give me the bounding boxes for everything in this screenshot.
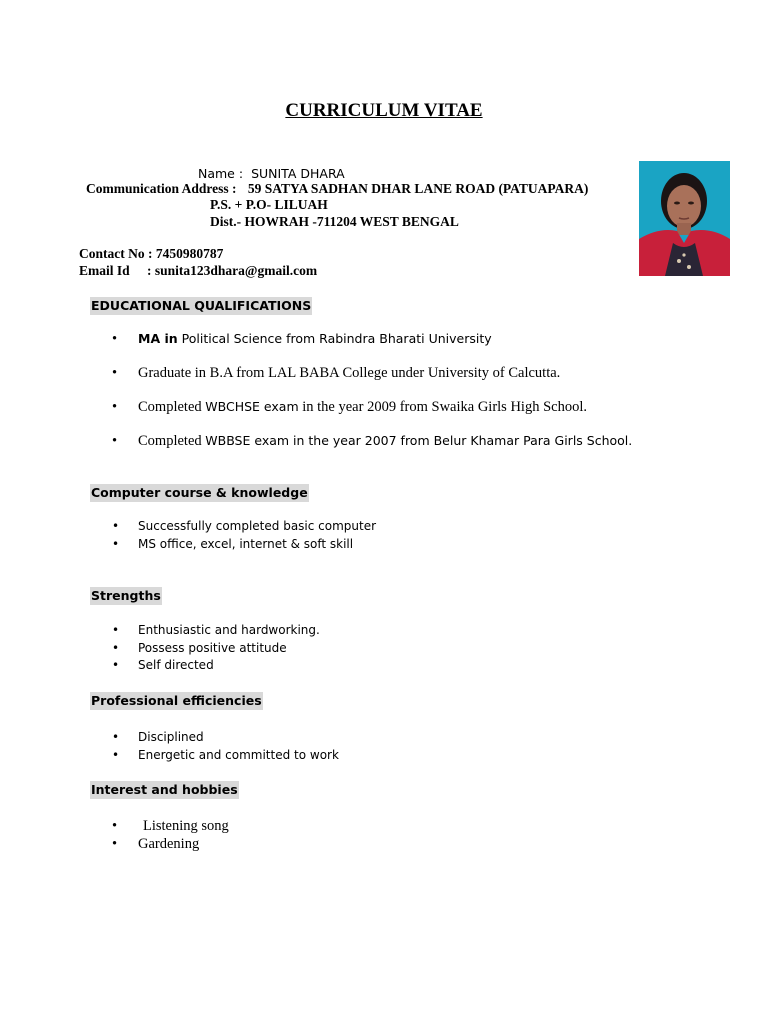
profile-photo — [639, 161, 730, 276]
bullet-icon: • — [112, 640, 120, 655]
bullet-icon: • — [112, 623, 120, 637]
education-list — [112, 331, 632, 467]
list-item — [112, 433, 632, 467]
list-item: • Successfully completed basic computer — [112, 518, 376, 536]
email-value: : sunita123dhara@gmail.com — [147, 263, 318, 278]
list-item: • Disciplined — [112, 729, 339, 747]
contact-row — [79, 246, 223, 262]
computer-heading: Computer course & knowledge — [91, 485, 308, 500]
list-item-text: in the year 2009 from Swaika Girls High School. — [298, 399, 587, 415]
list-item: • Energetic and committed to work — [112, 747, 339, 765]
contact-value: 7450980787 — [155, 246, 224, 261]
bullet-icon: • — [112, 365, 118, 381]
bullet-icon: • — [112, 519, 120, 533]
address-line-2: P.S. + P.O- LILUAH — [210, 197, 328, 212]
list-item-text: Graduate in B.A from LAL BABA College under University of Calcutta. — [138, 365, 561, 381]
bullet-icon: • — [112, 433, 118, 449]
list-item-text: Political Science from Rabindra Bharati University — [177, 331, 492, 346]
hobbies-heading: Interest and hobbies — [91, 782, 238, 797]
list-item: • Self directed — [112, 657, 320, 675]
computer-list — [112, 518, 376, 553]
address-row — [86, 181, 588, 197]
bullet-icon: • — [112, 331, 118, 347]
email-row — [79, 263, 317, 279]
education-heading: EDUCATIONAL QUALIFICATIONS — [91, 298, 312, 313]
hobbies-list — [112, 817, 229, 853]
exam-name: WBBSE exam in the year 2007 from Belur Khamar Para Girls School. — [205, 433, 633, 448]
bullet-icon: • — [112, 658, 120, 672]
professional-heading: Professional efficiencies — [91, 693, 262, 708]
list-item: • Gardening — [112, 836, 200, 852]
address-line-1: 59 SATYA SADHAN DHAR LANE ROAD (PATUAPARA) — [247, 181, 589, 196]
list-item — [112, 399, 632, 433]
email-label: Email Id — [79, 263, 130, 278]
strengths-list — [112, 622, 320, 675]
bullet-icon: • — [112, 399, 118, 415]
list-item: • MS office, excel, internet & soft skill — [112, 536, 376, 554]
address-label: Communication Address : — [86, 181, 237, 196]
document-title: CURRICULUM VITAE — [285, 100, 483, 121]
list-item: • Enthusiastic and hardworking. — [112, 622, 320, 640]
portrait-illustration — [639, 161, 730, 276]
bullet-icon: • — [112, 536, 120, 551]
list-item — [112, 365, 632, 399]
bullet-icon: • — [112, 818, 118, 834]
contact-label: Contact No : — [79, 246, 153, 261]
exam-name: WBCHSE exam — [205, 399, 299, 414]
list-item: • Listening song — [112, 818, 229, 834]
professional-list — [112, 729, 339, 764]
degree-label: MA in — [138, 331, 178, 346]
bullet-icon: • — [112, 747, 120, 762]
list-item-text: Completed — [138, 433, 206, 449]
list-item-text: Completed — [138, 399, 206, 415]
name-label: Name : — [198, 166, 244, 181]
list-item: • Possess positive attitude — [112, 640, 320, 658]
bullet-icon: • — [112, 730, 120, 744]
address-line-3: Dist.- HOWRAH -711204 WEST BENGAL — [210, 214, 459, 229]
name-value: SUNITA DHARA — [251, 166, 345, 181]
list-item — [112, 331, 632, 365]
strengths-heading: Strengths — [91, 588, 161, 603]
bullet-icon: • — [112, 836, 118, 852]
